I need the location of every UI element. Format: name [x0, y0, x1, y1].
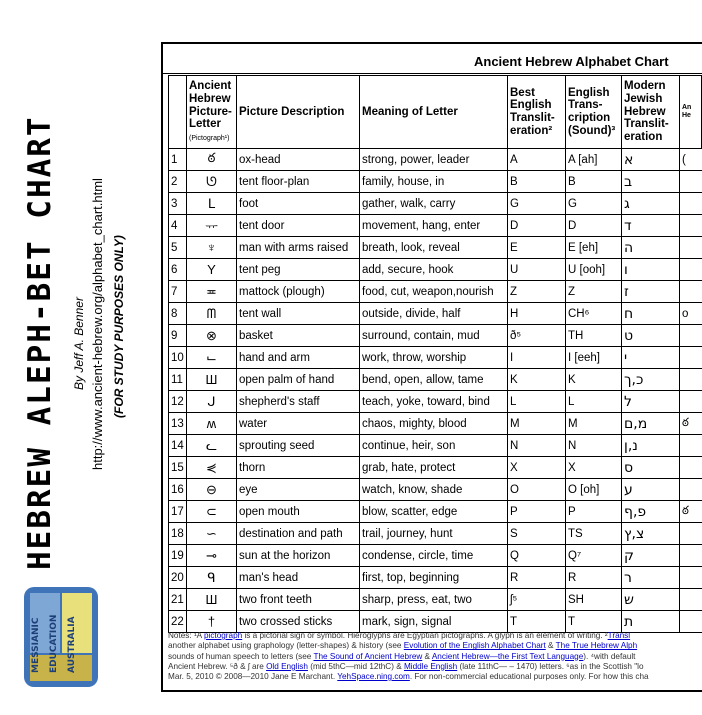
chart-notes	[168, 631, 702, 682]
letter-meaning: first, top, beginning	[360, 567, 508, 589]
picture-description: ox-head	[237, 149, 360, 171]
pictograph-icon: ⊗	[187, 325, 237, 347]
note-link[interactable]: The Sound of Ancient Hebrew	[313, 651, 423, 661]
cut-off-cell	[680, 435, 702, 457]
header-cut-off: An He	[680, 76, 702, 149]
letter-meaning: movement, hang, enter	[360, 215, 508, 237]
transliteration: E	[508, 237, 566, 259]
modern-letter: ק	[622, 545, 680, 567]
table-row	[169, 259, 702, 281]
note-text: Notes: ¹A	[168, 631, 204, 640]
cut-off-cell	[680, 325, 702, 347]
header-transliteration: Best English Translit-eration²	[508, 76, 566, 149]
letter-meaning: teach, yoke, toward, bind	[360, 391, 508, 413]
table-row	[169, 281, 702, 303]
row-number: 1	[169, 149, 187, 171]
note-link[interactable]: Transl	[607, 631, 631, 640]
header-modern: Modern Jewish Hebrew Translit-eration	[622, 76, 680, 149]
pictograph-icon: ∽	[187, 523, 237, 545]
cut-off-cell	[680, 171, 702, 193]
modern-letter: צ,ץ	[622, 523, 680, 545]
modern-letter: ג	[622, 193, 680, 215]
modern-letter: כ,ך	[622, 369, 680, 391]
sound: Z	[566, 281, 622, 303]
letter-meaning: breath, look, reveal	[360, 237, 508, 259]
picture-description: man with arms raised	[237, 237, 360, 259]
row-number: 7	[169, 281, 187, 303]
table-row	[169, 369, 702, 391]
sound: R	[566, 567, 622, 589]
letter-meaning: sharp, press, eat, two	[360, 589, 508, 611]
pictograph-icon: ᘎ	[187, 171, 237, 193]
sound: TS	[566, 523, 622, 545]
note-link[interactable]: Old English	[266, 661, 308, 671]
picture-description: destination and path	[237, 523, 360, 545]
header-pictograph: Ancient Hebrew Picture-Letter (Pictograph¹)	[187, 76, 237, 149]
picture-description: open palm of hand	[237, 369, 360, 391]
letter-meaning: trail, journey, hunt	[360, 523, 508, 545]
sound: P	[566, 501, 622, 523]
sound: CH⁶	[566, 303, 622, 325]
chart-title: Ancient Hebrew Alphabet Chart	[163, 44, 702, 74]
table-body	[169, 149, 702, 633]
picture-description: open mouth	[237, 501, 360, 523]
transliteration: O	[508, 479, 566, 501]
transliteration: I	[508, 347, 566, 369]
picture-description: thorn	[237, 457, 360, 479]
picture-description: foot	[237, 193, 360, 215]
study-purposes-note: (FOR STUDY PURPOSES ONLY)	[112, 235, 126, 418]
modern-letter: ה	[622, 237, 680, 259]
transliteration: G	[508, 193, 566, 215]
letter-meaning: outside, divide, half	[360, 303, 508, 325]
sound: U [ooh]	[566, 259, 622, 281]
picture-description: water	[237, 413, 360, 435]
transliteration: T	[508, 611, 566, 633]
table-row	[169, 193, 702, 215]
cut-off-cell: (	[680, 149, 702, 171]
alphabet-table	[168, 75, 702, 633]
pictograph-icon: ᑫ	[187, 567, 237, 589]
picture-description: tent wall	[237, 303, 360, 325]
row-number: 22	[169, 611, 187, 633]
cut-off-cell	[680, 479, 702, 501]
pictograph-icon: ᅲ	[187, 215, 237, 237]
picture-description: eye	[237, 479, 360, 501]
note-text: (mid 5thC—mid 12thC) &	[307, 661, 404, 671]
pictograph-icon: ఠ	[187, 149, 237, 171]
note-text: (late 11thC— – 1470) letters. ⁶as in the Scottish "lo	[457, 661, 644, 671]
letter-meaning: strong, power, leader	[360, 149, 508, 171]
modern-letter: ד	[622, 215, 680, 237]
cut-off-cell	[680, 193, 702, 215]
header-sound: English Trans-cription (Sound)³	[566, 76, 622, 149]
cut-off-cell	[680, 347, 702, 369]
picture-description: tent peg	[237, 259, 360, 281]
modern-letter: ש	[622, 589, 680, 611]
row-number: 8	[169, 303, 187, 325]
modern-letter: ז	[622, 281, 680, 303]
cut-off-cell	[680, 545, 702, 567]
side-title-block	[0, 0, 160, 715]
pictograph-icon: ʍ	[187, 413, 237, 435]
messianic-education-logo	[18, 583, 104, 691]
row-number: 9	[169, 325, 187, 347]
note-text: Mar. 5, 2010 © 2008—2010 Jane E Marchant.	[168, 672, 338, 681]
transliteration: R	[508, 567, 566, 589]
note-text: is a pictorial sign or symbol. Hieroglyphs are Egyptian pictographs. A glyph is an element of writing. ²	[242, 631, 608, 640]
picture-description: man's head	[237, 567, 360, 589]
table-row	[169, 611, 702, 633]
logo-text-1: MESSIANIC	[31, 617, 41, 673]
source-url[interactable]: http://www.ancient-hebrew.org/alphabet_chart.html	[90, 178, 105, 470]
cut-off-cell	[680, 567, 702, 589]
transliteration: N	[508, 435, 566, 457]
table-row	[169, 303, 702, 325]
modern-letter: א	[622, 149, 680, 171]
table-row	[169, 413, 702, 435]
cut-off-cell: ఠ	[680, 501, 702, 523]
sound: I [eeh]	[566, 347, 622, 369]
pictograph-icon: ⋞	[187, 457, 237, 479]
note-link[interactable]: Middle English	[403, 661, 458, 671]
row-number: 15	[169, 457, 187, 479]
note-text: &	[545, 641, 556, 651]
sound: E [eh]	[566, 237, 622, 259]
table-row	[169, 523, 702, 545]
cut-off-cell	[680, 369, 702, 391]
modern-letter: נ,ן	[622, 435, 680, 457]
row-number: 10	[169, 347, 187, 369]
note-text: &	[422, 651, 432, 661]
cut-off-cell	[680, 611, 702, 633]
modern-letter: ת	[622, 611, 680, 633]
letter-meaning: blow, scatter, edge	[360, 501, 508, 523]
table-row	[169, 391, 702, 413]
row-number: 4	[169, 215, 187, 237]
picture-description: sun at the horizon	[237, 545, 360, 567]
row-number: 20	[169, 567, 187, 589]
logo-text-3: AUSTRALIA	[67, 616, 77, 673]
sound: X	[566, 457, 622, 479]
pictograph-icon: ᒍ	[187, 391, 237, 413]
pictograph-icon: ⊸	[187, 545, 237, 567]
transliteration: B	[508, 171, 566, 193]
row-number: 6	[169, 259, 187, 281]
sound: D	[566, 215, 622, 237]
modern-letter: ל	[622, 391, 680, 413]
table-row	[169, 149, 702, 171]
pictograph-icon: ♆	[187, 237, 237, 259]
table-row	[169, 347, 702, 369]
sound: L	[566, 391, 622, 413]
note-text: another alphabet using graphology (letter-shapes) & history (see	[168, 641, 404, 651]
table-row	[169, 589, 702, 611]
note-text: . For non-commercial educational purposes only. For how this cha	[409, 672, 649, 681]
note-link[interactable]: The True Hebrew Alph	[555, 641, 638, 651]
table-row	[169, 325, 702, 347]
row-number: 12	[169, 391, 187, 413]
transliteration: Q	[508, 545, 566, 567]
cut-off-cell: ఠ	[680, 413, 702, 435]
pictograph-icon: ⌙	[187, 347, 237, 369]
row-number: 2	[169, 171, 187, 193]
letter-meaning: food, cut, weapon,nourish	[360, 281, 508, 303]
sound: T	[566, 611, 622, 633]
note-text: sounds of human speech to letters (see	[168, 651, 314, 661]
cut-off-cell	[680, 589, 702, 611]
modern-letter: ע	[622, 479, 680, 501]
table-row	[169, 567, 702, 589]
letter-meaning: watch, know, shade	[360, 479, 508, 501]
picture-description: tent door	[237, 215, 360, 237]
modern-letter: ב	[622, 171, 680, 193]
chart-main-title: HEBREW ALEPH-BET CHART	[22, 115, 58, 570]
cut-off-cell	[680, 523, 702, 545]
note-link[interactable]: Evolution of the English Alphabet Chart	[403, 641, 546, 651]
modern-letter: מ,ם	[622, 413, 680, 435]
transliteration: S	[508, 523, 566, 545]
sound: Q⁷	[566, 545, 622, 567]
picture-description: shepherd's staff	[237, 391, 360, 413]
picture-description: mattock (plough)	[237, 281, 360, 303]
transliteration: X	[508, 457, 566, 479]
sound: SH	[566, 589, 622, 611]
row-number: 17	[169, 501, 187, 523]
note-link[interactable]: YehSpace.ning.com	[337, 672, 410, 681]
transliteration: U	[508, 259, 566, 281]
pictograph-icon: ᒪ	[187, 193, 237, 215]
row-number: 11	[169, 369, 187, 391]
cut-off-cell	[680, 457, 702, 479]
picture-description: sprouting seed	[237, 435, 360, 457]
row-number: 16	[169, 479, 187, 501]
picture-description: hand and arm	[237, 347, 360, 369]
sound: A [ah]	[566, 149, 622, 171]
table-header-row	[169, 76, 702, 149]
row-number: 3	[169, 193, 187, 215]
letter-meaning: work, throw, worship	[360, 347, 508, 369]
cut-off-cell	[680, 237, 702, 259]
table-row	[169, 237, 702, 259]
modern-letter: ח	[622, 303, 680, 325]
note-text: ). ⁴with default	[583, 651, 636, 661]
cut-off-cell: o	[680, 303, 702, 325]
pictograph-icon: Ш	[187, 369, 237, 391]
letter-meaning: add, secure, hook	[360, 259, 508, 281]
transliteration: P	[508, 501, 566, 523]
pictograph-icon: ⊂	[187, 501, 237, 523]
modern-letter: פ,ף	[622, 501, 680, 523]
letter-meaning: condense, circle, time	[360, 545, 508, 567]
header-number	[169, 76, 187, 149]
transliteration: L	[508, 391, 566, 413]
picture-description: tent floor-plan	[237, 171, 360, 193]
table-row	[169, 171, 702, 193]
letter-meaning: gather, walk, carry	[360, 193, 508, 215]
sound: K	[566, 369, 622, 391]
cut-off-cell	[680, 391, 702, 413]
cut-off-cell	[680, 259, 702, 281]
transliteration: D	[508, 215, 566, 237]
transliteration: K	[508, 369, 566, 391]
sound: M	[566, 413, 622, 435]
sound: N	[566, 435, 622, 457]
header-meaning: Meaning of Letter	[360, 76, 508, 149]
row-number: 5	[169, 237, 187, 259]
picture-description: two front teeth	[237, 589, 360, 611]
note-link[interactable]: Ancient Hebrew—the First Text Language	[431, 651, 584, 661]
pictograph-icon: ≖	[187, 281, 237, 303]
table-row	[169, 457, 702, 479]
row-number: 19	[169, 545, 187, 567]
alphabet-chart	[161, 42, 702, 692]
sound: B	[566, 171, 622, 193]
logo-text-2: EDUCATION	[49, 614, 59, 673]
pictograph-icon: ⊖	[187, 479, 237, 501]
table-row	[169, 215, 702, 237]
letter-meaning: mark, sign, signal	[360, 611, 508, 633]
table-row	[169, 435, 702, 457]
pictograph-icon: ᗰ	[187, 303, 237, 325]
transliteration: M	[508, 413, 566, 435]
cut-off-cell	[680, 215, 702, 237]
transliteration: ð⁵	[508, 325, 566, 347]
letter-meaning: chaos, mighty, blood	[360, 413, 508, 435]
picture-description: basket	[237, 325, 360, 347]
row-number: 13	[169, 413, 187, 435]
sound: O [oh]	[566, 479, 622, 501]
note-text: Ancient Hebrew. ⁵ð & ʃ are	[168, 661, 267, 671]
letter-meaning: family, house, in	[360, 171, 508, 193]
modern-letter: ו	[622, 259, 680, 281]
cut-off-cell	[680, 281, 702, 303]
table-row	[169, 479, 702, 501]
picture-description: two crossed sticks	[237, 611, 360, 633]
transliteration: ʃ⁵	[508, 589, 566, 611]
pictograph-icon: Ш	[187, 589, 237, 611]
note-link[interactable]: pictograph	[203, 631, 243, 640]
letter-meaning: grab, hate, protect	[360, 457, 508, 479]
modern-letter: ס	[622, 457, 680, 479]
letter-meaning: surround, contain, mud	[360, 325, 508, 347]
row-number: 14	[169, 435, 187, 457]
letter-meaning: bend, open, allow, tame	[360, 369, 508, 391]
author-credit: By Jeff A. Benner	[72, 297, 86, 390]
table-row	[169, 501, 702, 523]
modern-letter: ר	[622, 567, 680, 589]
sound: G	[566, 193, 622, 215]
table-row	[169, 545, 702, 567]
transliteration: Z	[508, 281, 566, 303]
row-number: 18	[169, 523, 187, 545]
pictograph-icon: †	[187, 611, 237, 633]
header-description: Picture Description	[237, 76, 360, 149]
transliteration: H	[508, 303, 566, 325]
modern-letter: ט	[622, 325, 680, 347]
transliteration: A	[508, 149, 566, 171]
pictograph-icon: ᓚ	[187, 435, 237, 457]
pictograph-icon: Y	[187, 259, 237, 281]
modern-letter: י	[622, 347, 680, 369]
letter-meaning: continue, heir, son	[360, 435, 508, 457]
row-number: 21	[169, 589, 187, 611]
sound: TH	[566, 325, 622, 347]
